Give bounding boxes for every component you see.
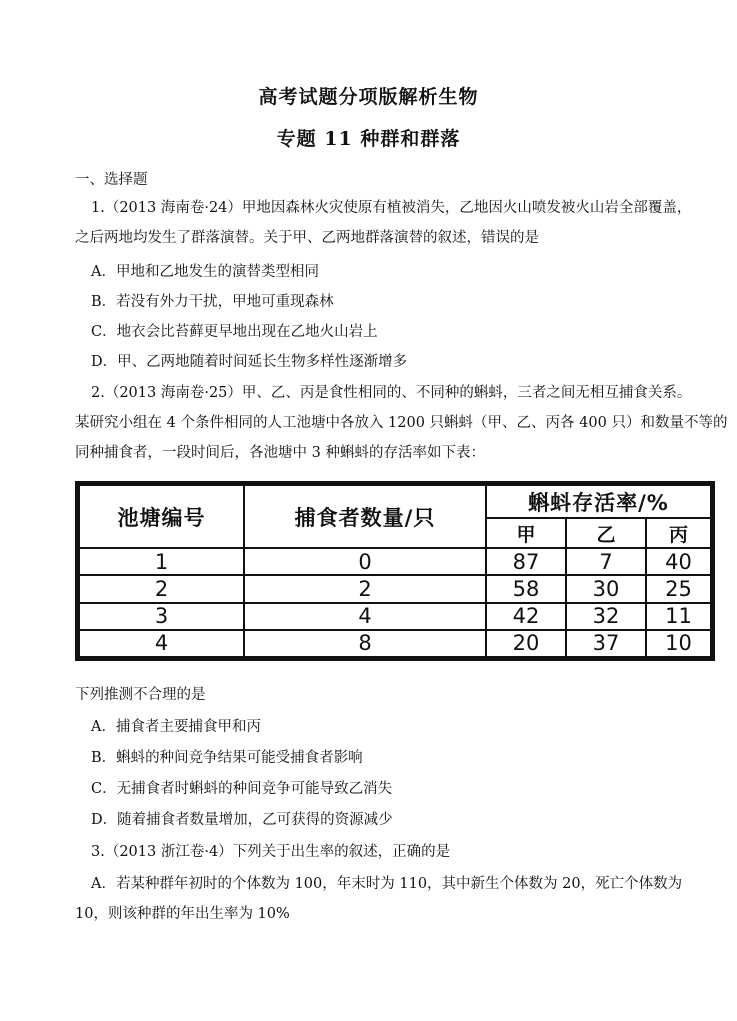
table-cell: 2 xyxy=(79,575,244,602)
document-title: 高考试题分项版解析生物 xyxy=(258,86,479,108)
table-row xyxy=(79,575,711,602)
survival-rate-table xyxy=(75,481,715,661)
question-1-stem-line1: 1.（2013 海南卷·24）甲地因森林火灾使原有植被消失，乙地因火山喷发被火山岩全部覆盖， xyxy=(91,200,692,216)
table-cell: 32 xyxy=(566,603,646,630)
table-cell: 4 xyxy=(79,630,244,657)
table-cell: 11 xyxy=(646,603,711,630)
table-cell: 2 xyxy=(244,575,486,602)
table-cell: 25 xyxy=(646,575,711,602)
table-cell: 0 xyxy=(244,548,486,575)
subheader-bing: 丙 xyxy=(646,518,711,548)
table-cell: 40 xyxy=(646,548,711,575)
subheader-yi: 乙 xyxy=(566,518,646,548)
table-row xyxy=(79,630,711,657)
section-heading: 一、选择题 xyxy=(75,172,148,188)
question-2-option-c: C．无捕食者时蝌蚪的种间竞争可能导致乙消失 xyxy=(91,781,393,797)
question-3-option-a-line1: A．若某种群年初时的个体数为 100，年末时为 110，其中新生个体数为 20，死亡个体数为 xyxy=(91,876,683,892)
table-cell: 1 xyxy=(79,548,244,575)
question-2-option-d: D．随着捕食者数量增加，乙可获得的资源减少 xyxy=(91,812,393,828)
table-cell: 42 xyxy=(486,603,566,630)
table-cell: 7 xyxy=(566,548,646,575)
question-1-option-a: A．甲地和乙地发生的演替类型相同 xyxy=(91,264,319,280)
header-pond-number: 池塘编号 xyxy=(79,485,244,548)
question-3-stem: 3.（2013 浙江卷·4）下列关于出生率的叙述，正确的是 xyxy=(91,844,451,860)
header-survival-rate: 蝌蚪存活率/% xyxy=(486,485,711,518)
header-predator-count: 捕食者数量/只 xyxy=(244,485,486,548)
question-2-prompt: 下列推测不合理的是 xyxy=(75,687,206,703)
question-1-option-d: D．甲、乙两地随着时间延长生物多样性逐渐增多 xyxy=(91,354,408,370)
topic-subtitle: 专题 11 种群和群落 xyxy=(276,128,461,150)
question-1-option-b: B．若没有外力干扰，甲地可重现森林 xyxy=(91,294,334,310)
subheader-jia: 甲 xyxy=(486,518,566,548)
question-1-option-c: C．地衣会比苔藓更早地出现在乙地火山岩上 xyxy=(91,324,378,340)
question-1-stem-line2: 之后两地均发生了群落演替。关于甲、乙两地群落演替的叙述，错误的是 xyxy=(75,230,539,246)
table-cell: 10 xyxy=(646,630,711,657)
table-cell: 20 xyxy=(486,630,566,657)
question-3-option-a-line2: 10，则该种群的年出生率为 10% xyxy=(75,906,290,922)
table-cell: 58 xyxy=(486,575,566,602)
question-2-stem-line1: 2.（2013 海南卷·25）甲、乙、丙是食性相同的、不同种的蝌蚪，三者之间无相互捕食关系。 xyxy=(91,385,692,401)
table-cell: 87 xyxy=(486,548,566,575)
table-cell: 30 xyxy=(566,575,646,602)
table-cell: 37 xyxy=(566,630,646,657)
table-cell: 8 xyxy=(244,630,486,657)
question-2-option-a: A．捕食者主要捕食甲和丙 xyxy=(91,719,261,735)
table-row xyxy=(79,548,711,575)
question-2-option-b: B．蝌蚪的种间竞争结果可能受捕食者影响 xyxy=(91,750,363,766)
table-cell: 4 xyxy=(244,603,486,630)
question-2-stem-line2: 某研究小组在 4 个条件相同的人工池塘中各放入 1200 只蝌蚪（甲、乙、丙各 400 只）和数量不等的 xyxy=(75,415,728,431)
table-row xyxy=(79,603,711,630)
table-cell: 3 xyxy=(79,603,244,630)
question-2-stem-line3: 同种捕食者，一段时间后，各池塘中 3 种蝌蚪的存活率如下表： xyxy=(75,445,485,461)
